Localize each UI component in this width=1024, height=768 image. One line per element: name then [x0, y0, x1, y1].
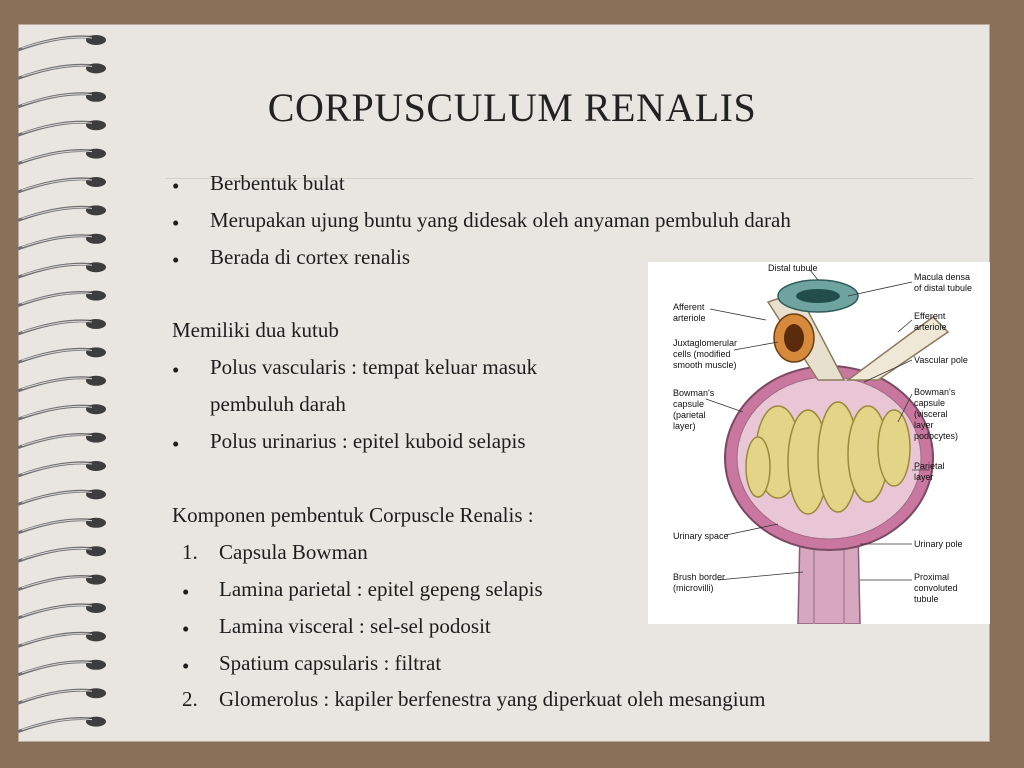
label-afferent: Afferent arteriole — [673, 302, 706, 323]
renal-corpuscle-diagram — [648, 262, 990, 624]
sub-bullet-3: Spatium capsularis : filtrat — [219, 651, 442, 675]
binding-hole — [86, 688, 106, 698]
bullet-marker: • — [182, 580, 190, 604]
label-urinary-space: Urinary space — [673, 531, 729, 541]
binding-hole — [86, 63, 106, 73]
renal-corpuscle-figure — [648, 262, 990, 624]
binding-hole — [86, 291, 106, 301]
binding-hole — [86, 433, 106, 443]
label-distal-tubule: Distal tubule — [768, 263, 818, 273]
sub-bullet-2: Lamina visceral : sel-sel podosit — [219, 614, 491, 638]
list-number-2: 2. — [182, 687, 198, 711]
label-bowman-visceral: Bowman's capsule (visceral layer podocytes) — [914, 387, 959, 441]
macula-densa-shape — [796, 289, 840, 303]
binding-hole — [86, 149, 106, 159]
label-bowman-parietal: Bowman's capsule (parietal layer) — [673, 388, 715, 431]
component-2-text: Glomerolus : kapiler berfenestra yang diperkuat oleh mesangium — [219, 687, 766, 711]
label-urinary-pole: Urinary pole — [914, 539, 963, 549]
bullet-marker: • — [182, 617, 190, 641]
binding-hole — [86, 376, 106, 386]
bullet-text-3: Berada di cortex renalis — [210, 245, 410, 269]
binding-hole — [86, 35, 106, 45]
bullet-marker: • — [172, 211, 180, 235]
bullet-marker: • — [182, 654, 190, 678]
binding-hole — [86, 347, 106, 357]
bullet-text-1: Berbentuk bulat — [210, 171, 345, 195]
label-jg-cells: Juxtaglomerular cells (modified smooth muscle) — [673, 338, 738, 370]
label-proximal-tubule: Proximal convoluted tubule — [914, 572, 958, 604]
binding-hole — [86, 262, 106, 272]
binding-hole — [86, 603, 106, 613]
sub-bullet-1: Lamina parietal : epitel gepeng selapis — [219, 577, 543, 601]
label-macula-densa: Macula densa of distal tubule — [914, 272, 973, 293]
poles-heading: Memiliki dua kutub — [172, 318, 339, 342]
binding-hole — [86, 660, 106, 670]
bullet-marker: • — [172, 174, 180, 198]
label-efferent: Efferent arteriole — [914, 311, 947, 332]
binding-hole — [86, 575, 106, 585]
binding-hole — [86, 205, 106, 215]
binding-hole — [86, 489, 106, 499]
binding-hole — [86, 461, 106, 471]
binding-hole — [86, 518, 106, 528]
components-heading: Komponen pembentuk Corpuscle Renalis : — [172, 503, 534, 527]
binding-hole — [86, 319, 106, 329]
binding-hole — [86, 631, 106, 641]
label-brush-border: Brush border (microvilli) — [673, 572, 726, 593]
pole-vascular-text-cont: pembuluh darah — [210, 392, 346, 416]
binding-hole — [86, 546, 106, 556]
bullet-marker: • — [172, 358, 180, 382]
list-number-1: 1. — [182, 540, 198, 564]
pole-urinary-text: Polus urinarius : epitel kuboid selapis — [210, 429, 526, 453]
pole-vascular-text: Polus vascularis : tempat keluar masuk — [210, 355, 538, 379]
bullet-text-2: Merupakan ujung buntu yang didesak oleh anyaman pembuluh darah — [210, 208, 791, 232]
bullet-marker: • — [172, 248, 180, 272]
component-1-text: Capsula Bowman — [219, 540, 368, 564]
label-parietal-layer: Parietal layer — [914, 461, 945, 482]
bullet-marker: • — [172, 432, 180, 456]
binding-hole — [86, 717, 106, 727]
label-vascular-pole: Vascular pole — [914, 355, 968, 365]
binding-hole — [86, 177, 106, 187]
binding-hole — [86, 404, 106, 414]
slide-title: CORPUSCULUM RENALIS — [267, 85, 757, 130]
binding-hole — [86, 234, 106, 244]
